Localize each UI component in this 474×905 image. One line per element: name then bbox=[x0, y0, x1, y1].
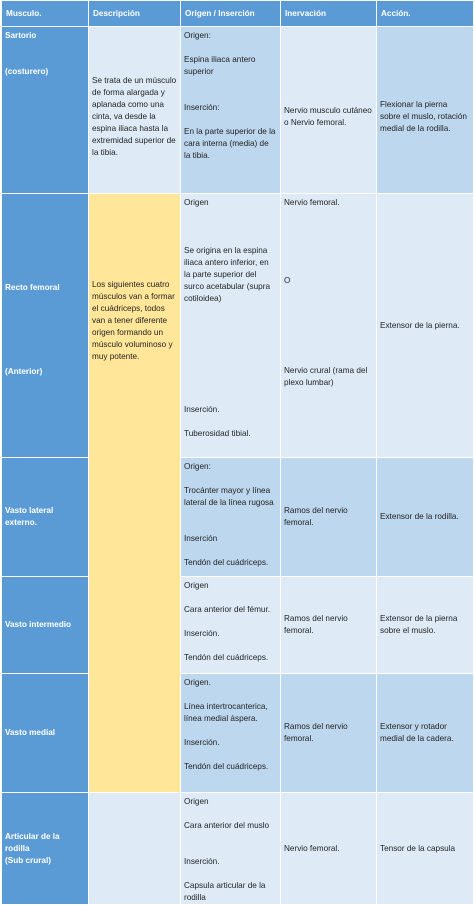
header-accion: Acción. bbox=[377, 1, 474, 27]
innervation-cell: Nervio musculo cutáneo o Nervio femoral. bbox=[281, 27, 377, 194]
insertion-label: Inserción. bbox=[184, 629, 220, 638]
insertion-label: Inserción. bbox=[184, 405, 220, 414]
origin-text: Se origina en la espina iliaca antero inferior, en la parte superior del surco acetabular (supra cotiloidea) bbox=[184, 246, 271, 303]
origin-insertion-cell bbox=[181, 577, 281, 674]
muscle-name-cell bbox=[2, 194, 89, 458]
origin-text: Espina iliaca antero superior bbox=[184, 55, 256, 76]
innervation-text-alt: Nervio crural (rama del plexo lumbar) bbox=[284, 366, 368, 387]
muscle-name: Recto femoral bbox=[5, 282, 60, 292]
table-row bbox=[2, 577, 474, 674]
insertion-text: Capsula articular de la rodilla bbox=[184, 881, 266, 902]
origin-insertion-cell bbox=[181, 194, 281, 458]
origin-text: Trocánter mayor y línea lateral de la línea rugosa bbox=[184, 486, 274, 507]
origin-label: Origen bbox=[184, 581, 209, 590]
insertion-label: Inserción. bbox=[184, 857, 220, 866]
origin-insertion-cell bbox=[181, 674, 281, 793]
innervation-or: O bbox=[284, 276, 291, 285]
muscle-name: Articular de la rodilla bbox=[5, 831, 60, 853]
description-cell-empty bbox=[89, 793, 181, 905]
origin-text: Línea intertrocanterica, línea medial áspera. bbox=[184, 702, 268, 723]
action-cell: Tensor de la capsula bbox=[377, 793, 474, 905]
insertion-text: Tuberosidad tibial. bbox=[184, 429, 251, 438]
muscle-name-cell: Vasto intermedio bbox=[2, 577, 89, 674]
table-row bbox=[2, 458, 474, 577]
origin-insertion-cell bbox=[181, 458, 281, 577]
muscle-name-sub: (Sub crural) bbox=[5, 855, 51, 865]
origin-label: Origen. bbox=[184, 678, 211, 687]
header-row bbox=[2, 1, 474, 27]
muscle-table bbox=[1, 0, 474, 905]
origin-label: Origen bbox=[184, 797, 209, 806]
header-descripcion: Descripción bbox=[89, 1, 181, 27]
insertion-label: Inserción: bbox=[184, 103, 220, 112]
action-cell: Extensor de la rodilla. bbox=[377, 458, 474, 577]
origin-text: Cara anterior del fémur. bbox=[184, 605, 271, 614]
muscle-name-cell: Vasto medial bbox=[2, 674, 89, 793]
innervation-cell bbox=[281, 194, 377, 458]
origin-insertion-cell bbox=[181, 793, 281, 905]
header-musculo: Musculo. bbox=[2, 1, 89, 27]
muscle-name-cell bbox=[2, 793, 89, 905]
muscle-name: Sartorio bbox=[5, 31, 37, 40]
insertion-text: Tendón del cuádriceps. bbox=[184, 653, 269, 662]
insertion-text: Tendón del cuádriceps. bbox=[184, 558, 269, 567]
innervation-text: Nervio femoral. bbox=[284, 198, 340, 207]
innervation-cell: Nervio femoral. bbox=[281, 793, 377, 905]
table-row bbox=[2, 27, 474, 194]
origin-insertion-cell bbox=[181, 27, 281, 194]
action-cell: Extensor de la pierna sobre el muslo. bbox=[377, 577, 474, 674]
header-origen: Origen / Inserción bbox=[181, 1, 281, 27]
header-inervacion: Inervación bbox=[281, 1, 377, 27]
innervation-cell: Ramos del nervio femoral. bbox=[281, 458, 377, 577]
insertion-text: Tendón del cuádriceps. bbox=[184, 762, 269, 771]
table-row bbox=[2, 194, 474, 458]
insertion-label: Inserción bbox=[184, 534, 218, 543]
muscle-name-sub: (costurero) bbox=[5, 67, 49, 76]
muscle-name-cell bbox=[2, 27, 89, 194]
innervation-cell: Ramos del nervio femoral. bbox=[281, 674, 377, 793]
description-cell: Se trata de un músculo de forma alargada y aplanada como una cinta, va desde la espina iliaca hasta la extremidad superior de la tibia. bbox=[89, 27, 181, 194]
origin-text: Cara anterior del muslo bbox=[184, 821, 270, 830]
insertion-text: En la parte superior de la cara interna (media) de la tibia. bbox=[184, 127, 276, 160]
muscle-name-cell: Vasto lateral externo. bbox=[2, 458, 89, 577]
muscle-name-sub: (Anterior) bbox=[5, 366, 43, 376]
action-cell: Extensor y rotador medial de la cadera. bbox=[377, 674, 474, 793]
origin-label: Origen bbox=[184, 198, 209, 207]
action-cell: Extensor de la pierna. bbox=[377, 194, 474, 458]
table-row bbox=[2, 674, 474, 793]
table-row bbox=[2, 793, 474, 905]
innervation-cell: Ramos del nervio femoral. bbox=[281, 577, 377, 674]
origin-label: Origen: bbox=[184, 31, 211, 40]
origin-label: Origen: bbox=[184, 462, 211, 471]
action-cell: Flexionar la pierna sobre el muslo, rotación medial de la rodilla. bbox=[377, 27, 474, 194]
insertion-label: Inserción. bbox=[184, 738, 220, 747]
description-cell: Los siguientes cuatro músculos van a formar el cuádriceps, todos van a tener diferente origen formando un músculo voluminoso y muy potente. bbox=[89, 194, 181, 793]
